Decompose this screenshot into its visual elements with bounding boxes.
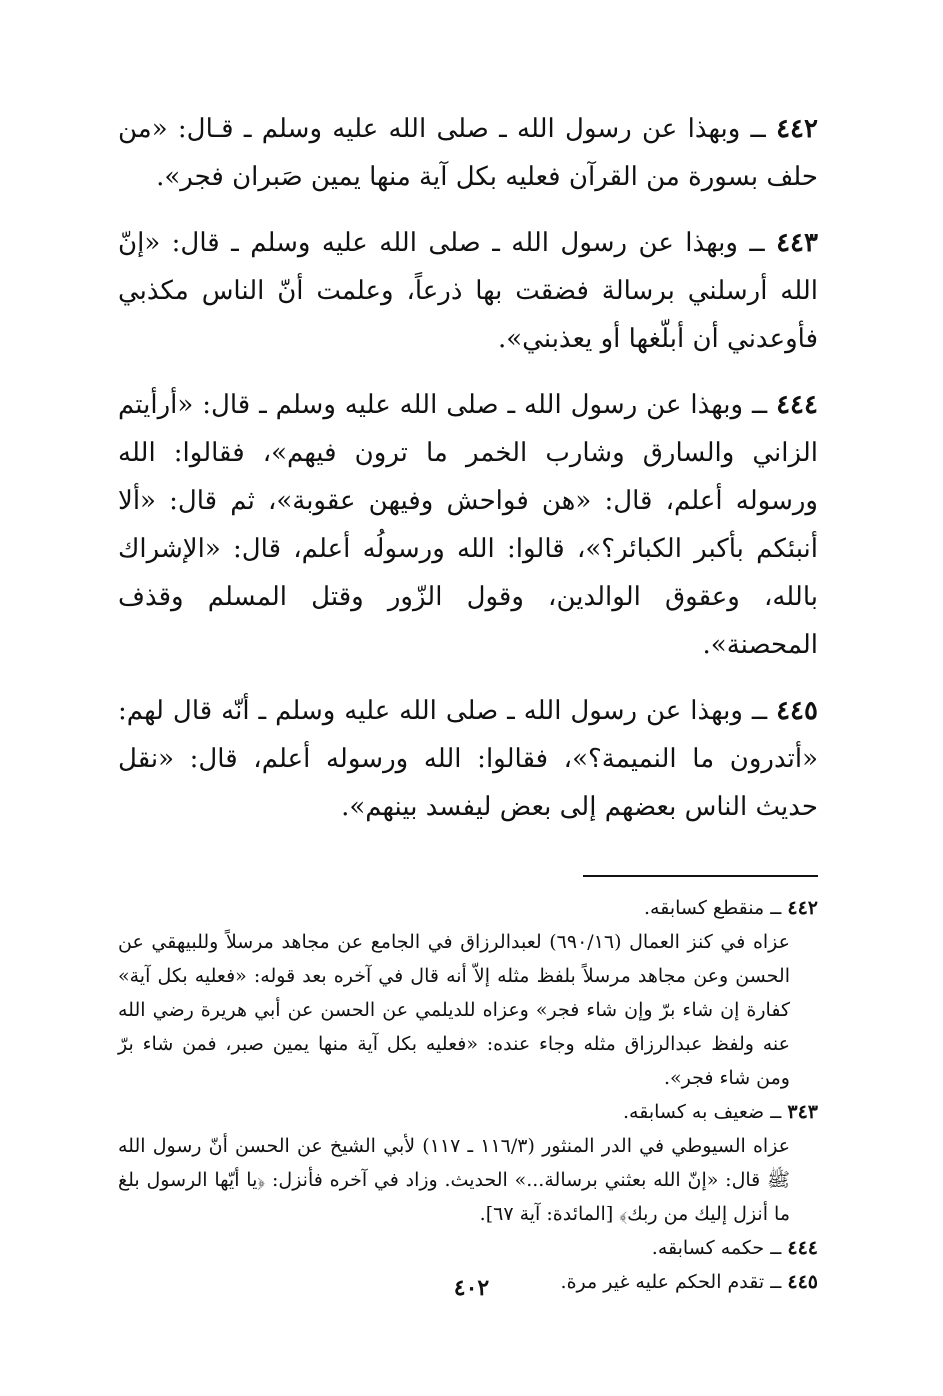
hadith-paragraph xyxy=(118,105,818,201)
footnote-number: ٤٤٥ xyxy=(787,1271,818,1293)
footnote-number: ٤٤٢ xyxy=(787,897,818,919)
hadith-number: ٤٤٣ xyxy=(776,228,818,258)
footnote-grade: ــ منقطع كسابقه. xyxy=(643,897,788,919)
footnote-body: عزاه في كنز العمال (٦٩٠/١٦) لعبدالرزاق في الجامع عن مجاهد مرسلاً وللبيهقي عن الحسن وعن مجاهد مرسلاً بلفظ مثله إلاّ أنه قال في آخره بعد قوله: «فعليه بكل آية» كفارة إن شاء برّ وإن شاء فجر» وعزاه للديلمي عن الحسن عن أبي هريرة رضي الله عنه ولفظ عبدالرزاق مثله وجاء عنده: «فعليه بكل آية منها يمين صبر، فمن شاء برّ ومن شاء فجر». xyxy=(118,931,790,1089)
footnotes xyxy=(118,891,818,1299)
hadith-text: ــ وبهذا عن رسول الله ـ صلى الله عليه وسلم ـ قال: «أرأيتم الزاني والسارق وشارب الخمر ما ترون فيهم»، فقالوا: الله ورسوله أعلم، قال: «هن فواحش وفيهن عقوبة»، ثم قال: «ألا أنبئكم بأكبر الكبائر؟»، قالوا: الله ورسولُه أعلم، قال: «الإشراك بالله، وعقوق الوالدين، وقول الزّور وقتل المسلم وقذف المحصنة». xyxy=(118,390,818,660)
footnote-grade: ــ تقدم الحكم عليه غير مرة. xyxy=(560,1271,788,1293)
footnote-divider xyxy=(583,875,818,877)
hadith-paragraph xyxy=(118,687,818,831)
footnote-heading xyxy=(118,891,818,925)
footnote-number: ٣٤٣ xyxy=(787,1101,818,1123)
hadith-number: ٤٤٥ xyxy=(776,696,818,726)
page-number: ٤٠٢ xyxy=(453,1275,490,1301)
footnote-grade: ــ حكمه كسابقه. xyxy=(651,1237,788,1259)
footnote-body: عزاه السيوطي في الدر المنثور (١١٦/٣ ـ ١١٧) لأبي الشيخ عن الحسن أنّ رسول الله ﷺ قال: «إنّ الله بعثني برسالة...» الحديث. وزاد في آخره فأنزل: ﴿يا أيّها الرسول بلغ ما أنزل إليك من ربك﴾ [المائدة: آية ٦٧]. xyxy=(118,1135,791,1225)
footnote-number: ٤٤٤ xyxy=(787,1237,818,1259)
hadith-number: ٤٤٤ xyxy=(776,390,818,420)
page-content xyxy=(118,105,818,1396)
hadith-text: ــ وبهذا عن رسول الله ـ صلى الله عليه وسلم ـ قـال: «من حلف بسورة من القرآن فعليه بكل آية منها يمين صَبران فجر». xyxy=(118,114,818,192)
footnote-heading xyxy=(118,1095,818,1129)
hadith-paragraph xyxy=(118,381,818,669)
footnote-heading xyxy=(118,1231,818,1265)
hadith-paragraph xyxy=(118,219,818,363)
hadith-text: ــ وبهذا عن رسول الله ـ صلى الله عليه وسلم ـ قال: «إنّ الله أرسلني برسالة فضقت بها ذرعاً، وعلمت أنّ الناس مكذبي فأوعدني أن أبلّغها أو يعذبني». xyxy=(118,228,818,354)
hadith-number: ٤٤٢ xyxy=(776,114,818,144)
footnote-grade: ــ ضعيف به كسابقه. xyxy=(622,1101,788,1123)
hadith-text: ــ وبهذا عن رسول الله ـ صلى الله عليه وسلم ـ أنّه قال لهم: «أتدرون ما النميمة؟»، فقالوا: الله ورسوله أعلم، قال: «نقل حديث الناس بعضهم إلى بعض ليفسد بينهم». xyxy=(118,696,818,822)
